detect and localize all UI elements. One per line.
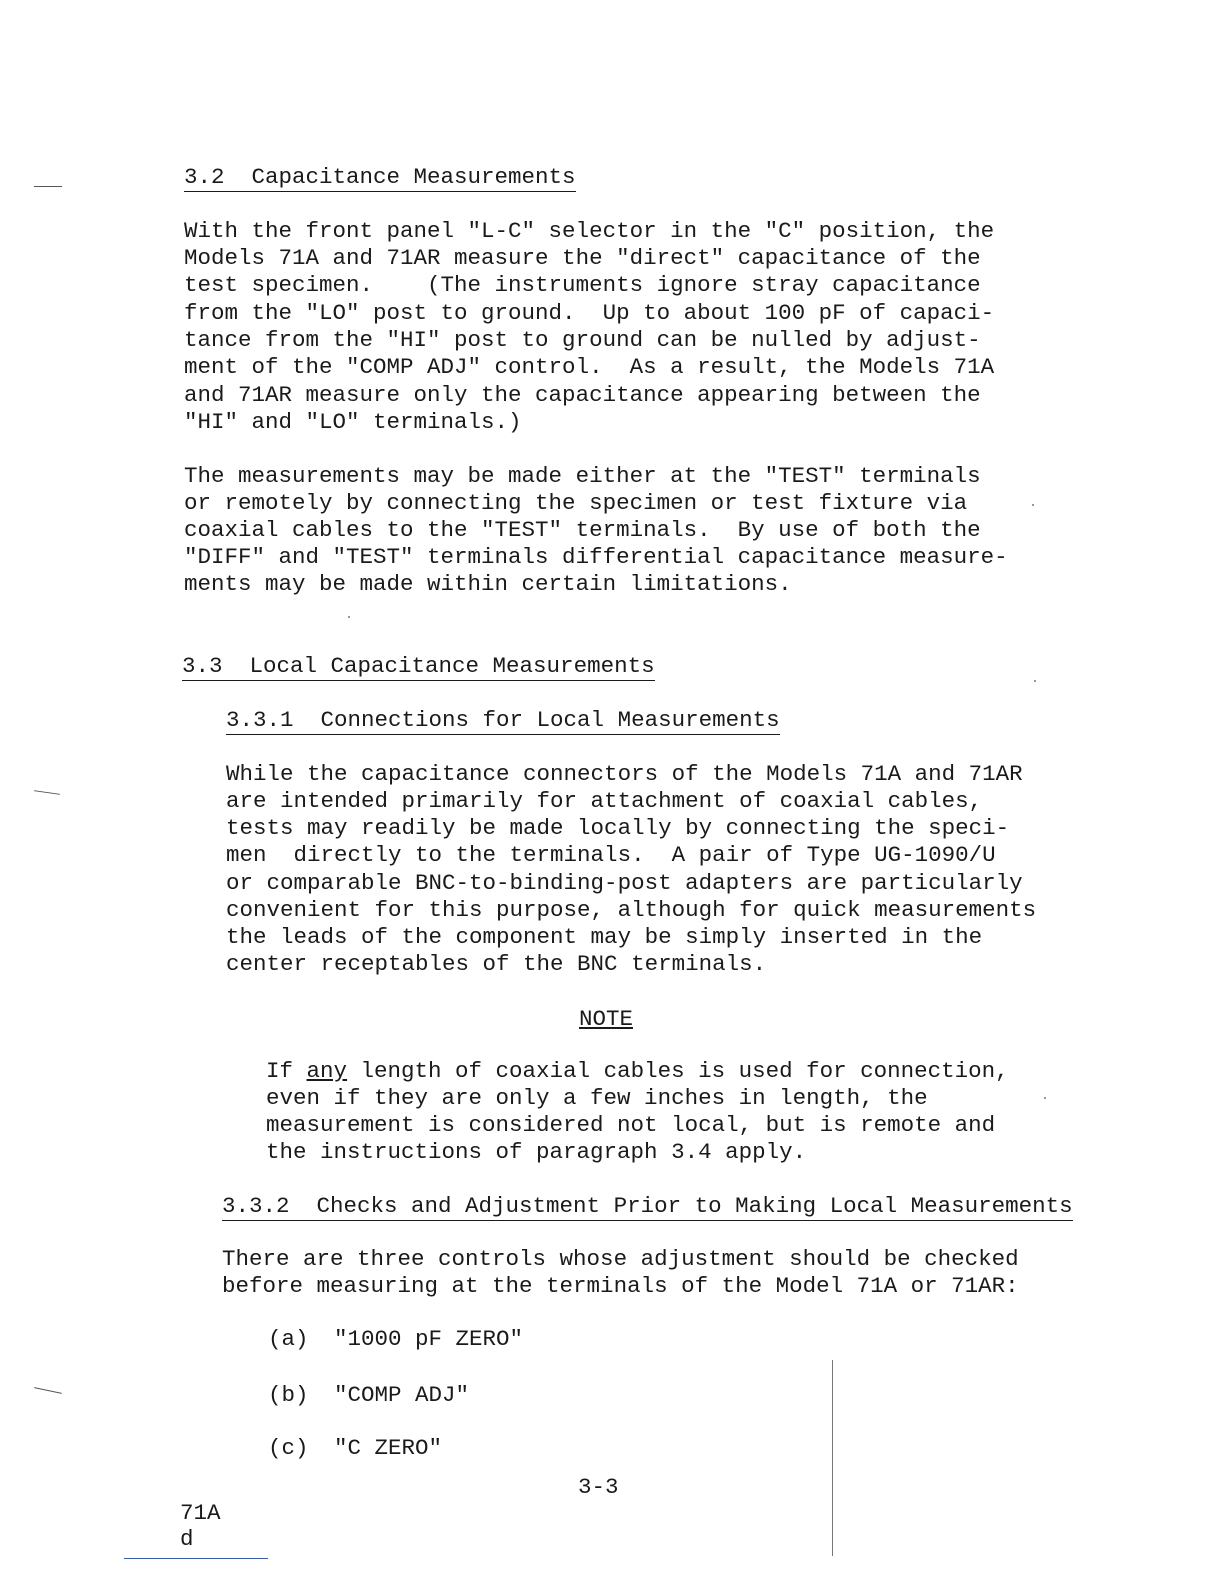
text-line: center receptables of the BNC terminals.	[226, 951, 767, 977]
scan-speck	[1044, 1097, 1046, 1099]
text-line: ment of the "COMP ADJ" control. As a result, the Models 71A	[184, 354, 995, 380]
list-item	[268, 1382, 469, 1409]
scan-speck	[1034, 680, 1036, 682]
note-text: If	[266, 1058, 307, 1084]
margin-rule	[832, 1360, 833, 1556]
text-line: "HI" and "LO" terminals.)	[184, 409, 522, 435]
text-line: measurement is considered not local, but is remote and	[266, 1112, 996, 1138]
text-line: or comparable BNC-to-binding-post adapters are particularly	[226, 870, 1023, 896]
list-item-label: (b)	[268, 1382, 309, 1408]
list-item	[268, 1326, 523, 1353]
note-text: length of coaxial cables is used for connection,	[347, 1058, 1009, 1084]
scan-speck	[348, 616, 350, 618]
text-line: coaxial cables to the "TEST" terminals. By use of both the	[184, 517, 981, 543]
list-item-label: (a)	[268, 1326, 309, 1352]
text-line: or remotely by connecting the specimen or test fixture via	[184, 490, 968, 516]
text-line: men directly to the terminals. A pair of Type UG-1090/U	[226, 842, 996, 868]
list-item-text: "1000 pF ZERO"	[334, 1326, 524, 1352]
text-line: While the capacitance connectors of the Models 71A and 71AR	[226, 761, 1023, 787]
text-line	[266, 1058, 1009, 1085]
page-number: 3-3	[578, 1474, 619, 1500]
text-line: Models 71A and 71AR measure the "direct" capacitance of the	[184, 245, 981, 271]
scan-speck	[1032, 504, 1034, 506]
subsection-heading-3-3-2: 3.3.2 Checks and Adjustment Prior to Making Local Measurements	[222, 1193, 1073, 1219]
text-line: ments may be made within certain limitations.	[184, 571, 792, 597]
text-line: the leads of the component may be simply inserted in the	[226, 924, 983, 950]
section-heading-3-3: 3.3 Local Capacitance Measurements	[182, 653, 655, 679]
footer-model: 71A	[180, 1500, 221, 1526]
text-line: With the front panel "L-C" selector in the "C" position, the	[184, 218, 995, 244]
list-item-text: "COMP ADJ"	[334, 1382, 470, 1408]
text-line: convenient for this purpose, although for quick measurements	[226, 897, 1037, 923]
text-line: "DIFF" and "TEST" terminals differential capacitance measure-	[184, 544, 1008, 570]
text-line: tance from the "HI" post to ground can be nulled by adjust-	[184, 327, 981, 353]
margin-mark	[34, 1387, 62, 1394]
text-line: The measurements may be made either at the "TEST" terminals	[184, 463, 981, 489]
text-line: before measuring at the terminals of the Model 71A or 71AR:	[222, 1273, 1019, 1299]
subsection-heading-3-3-1: 3.3.1 Connections for Local Measurements	[226, 707, 780, 733]
list-item	[268, 1435, 442, 1462]
footer-revision: d	[180, 1526, 194, 1552]
section-heading-3-2: 3.2 Capacitance Measurements	[184, 164, 576, 190]
list-item-text: "C ZERO"	[334, 1435, 443, 1461]
note-emphasis: any	[306, 1058, 348, 1084]
margin-mark	[34, 790, 60, 795]
footer-rule	[124, 1558, 268, 1559]
text-line: from the "LO" post to ground. Up to about 100 pF of capaci-	[184, 300, 995, 326]
text-line: are intended primarily for attachment of coaxial cables,	[226, 788, 983, 814]
note-title: NOTE	[579, 1006, 634, 1032]
text-line: the instructions of paragraph 3.4 apply.	[266, 1139, 807, 1165]
text-line: tests may readily be made locally by connecting the speci-	[226, 815, 1010, 841]
text-line: test specimen. (The instruments ignore stray capacitance	[184, 272, 981, 298]
text-line: even if they are only a few inches in length, the	[266, 1085, 928, 1111]
text-line: There are three controls whose adjustment should be checked	[222, 1246, 1019, 1272]
margin-mark	[34, 186, 62, 187]
text-line: and 71AR measure only the capacitance appearing between the	[184, 382, 981, 408]
list-item-label: (c)	[268, 1435, 309, 1461]
